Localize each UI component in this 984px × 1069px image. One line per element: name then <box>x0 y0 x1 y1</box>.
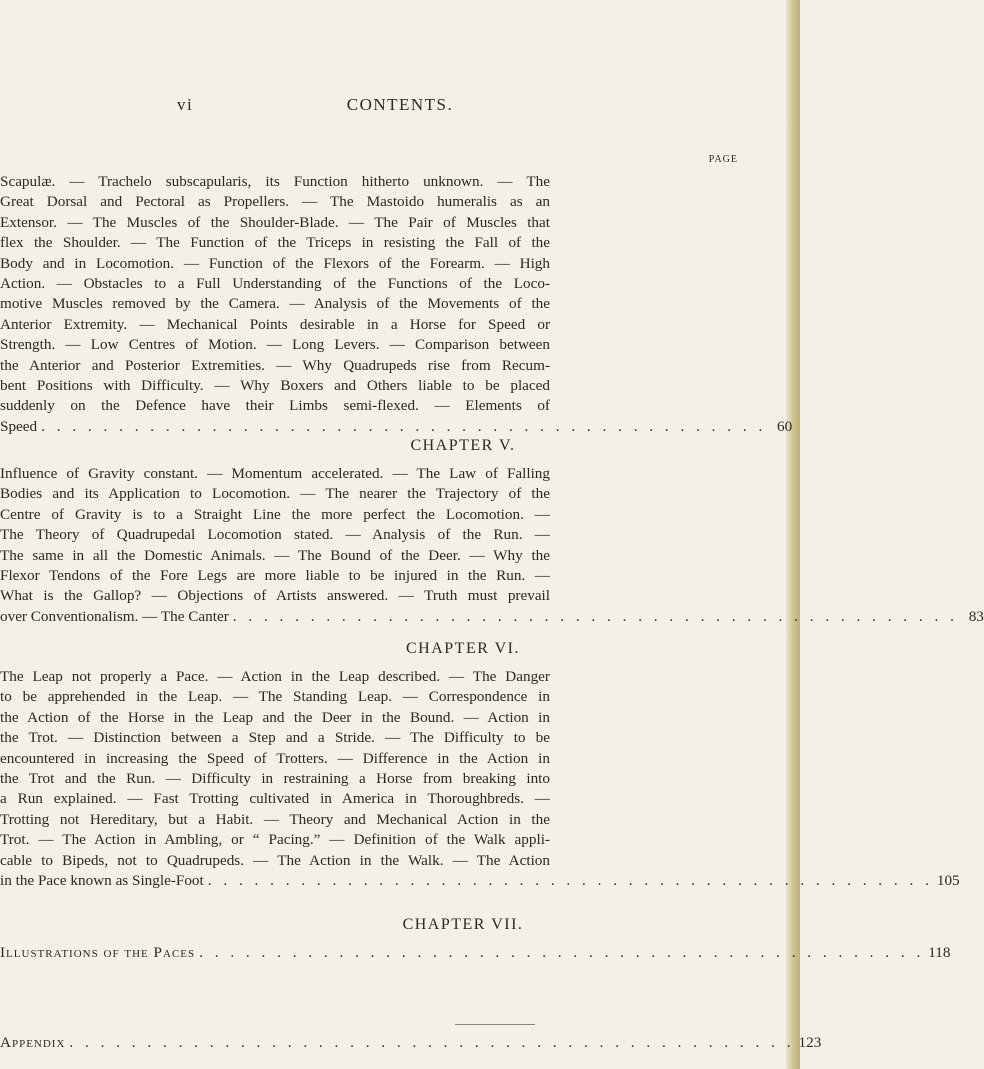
entry-line: Extensor. — The Muscles of the Shoulder-Blade. — The Pair of Muscles that <box>0 213 550 231</box>
entry-last-line <box>0 871 960 891</box>
page-edge <box>786 0 800 1069</box>
page-number: 83 <box>968 607 984 625</box>
entry-line: Action. — Obstacles to a Full Understanding of the Functions of the Loco- <box>0 274 550 292</box>
entry-line: Trot. — The Action in Ambling, or “ Pacing.” — Definition of the Walk appli- <box>0 831 550 849</box>
entry-last-text: Illustrations of the Paces <box>0 944 196 961</box>
entry-last-text: over Conventionalism. — The Canter <box>0 607 229 625</box>
entry-line: The Theory of Quadrupedal Locomotion stated. — Analysis of the Run. — <box>0 526 550 544</box>
entry-line: the Action of the Horse in the Leap and the Deer in the Bound. — Action in <box>0 708 550 726</box>
leader-dots: . . . . . . . . . . . . . . . . . . . . . . . . . . . . . . . . . . . . . . . . . . . . . . . <box>41 417 767 435</box>
entry-line: Strength. — Low Centres of Motion. — Long Levers. — Comparison between <box>0 336 550 354</box>
entry-line: Bodies and its Application to Locomotion. — The nearer the Trajectory of the <box>0 485 550 503</box>
entry-line: motive Muscles removed by the Camera. — Analysis of the Movements of the <box>0 295 550 313</box>
contents-entry-chapter-vii <box>0 943 951 963</box>
entry-line: the Trot and the Run. — Difficulty in restraining a Horse from breaking into <box>0 769 550 787</box>
entry-line: The Leap not properly a Pace. — Action in the Leap described. — The Danger <box>0 668 550 685</box>
section-rule <box>455 1024 535 1025</box>
contents-entry-chapter-v <box>0 464 984 627</box>
entry-line: Trotting not Hereditary, but a Habit. — Theory and Mechanical Action in the <box>0 810 550 828</box>
entry-last-text: Appendix <box>0 1034 66 1051</box>
entry-line: Centre of Gravity is to a Straight Line the more perfect the Locomotion. — <box>0 505 550 523</box>
contents-entry-appendix <box>0 1033 822 1053</box>
entry-line: Anterior Extremity. — Mechanical Points desirable in a Horse for Speed or <box>0 315 550 333</box>
entry-last-text: Speed <box>0 417 38 435</box>
chapter-heading: CHAPTER V. <box>410 437 516 454</box>
entry-line: the Trot. — Distinction between a Step and a Stride. — The Difficulty to be <box>0 729 550 747</box>
page-number: 105 <box>936 871 960 889</box>
page-number: 118 <box>928 944 951 961</box>
entry-line: Scapulæ. — Trachelo subscapularis, its Function hitherto unknown. — The <box>0 173 550 190</box>
chapter-heading: CHAPTER VI. <box>406 640 520 657</box>
entry-last-line <box>0 1033 822 1053</box>
entry-line: cable to Bipeds, not to Quadrupeds. — The Action in the Walk. — The Action <box>0 851 550 869</box>
entry-last-text: in the Pace known as Single-Foot <box>0 871 204 889</box>
entry-line: encountered in increasing the Speed of Trotters. — Difference in the Action in <box>0 749 550 767</box>
entry-line: What is the Gallop? — Objections of Artists answered. — Truth must prevail <box>0 587 550 605</box>
entry-line: Body and in Locomotion. — Function of the Flexors of the Forearm. — High <box>0 254 550 272</box>
entry-line: the Anterior and Posterior Extremities. — Why Quadrupeds rise from Recum- <box>0 356 550 374</box>
page-number: 123 <box>798 1034 822 1051</box>
entry-last-line <box>0 943 951 963</box>
chapter-heading: CHAPTER VII. <box>402 916 524 933</box>
folio-number: vi <box>177 95 194 114</box>
leader-dots: . . . . . . . . . . . . . . . . . . . . . . . . . . . . . . . . . . . . . . . . . . . . . . . <box>199 944 925 961</box>
entry-last-line <box>0 607 984 627</box>
page-number: 60 <box>777 417 793 435</box>
page-header <box>0 95 800 119</box>
leader-dots: . . . . . . . . . . . . . . . . . . . . . . . . . . . . . . . . . . . . . . . . . . . . . . . <box>69 1034 795 1051</box>
entry-line: bent Positions with Difficulty. — Why Boxers and Others liable to be placed <box>0 376 550 394</box>
entry-line: Influence of Gravity constant. — Momentum accelerated. — The Law of Falling <box>0 465 550 482</box>
entry-line: flex the Shoulder. — The Function of the Triceps in resisting the Fall of the <box>0 234 550 252</box>
entry-line: to be apprehended in the Leap. — The Standing Leap. — Correspondence in <box>0 688 550 706</box>
entry-line: Flexor Tendons of the Fore Legs are more liable to be injured in the Run. — <box>0 566 550 584</box>
contents-entry-chapter-vi <box>0 667 960 891</box>
leader-dots: . . . . . . . . . . . . . . . . . . . . . . . . . . . . . . . . . . . . . . . . . . . . . . . <box>207 871 933 889</box>
entry-last-line <box>0 417 793 437</box>
entry-line: Great Dorsal and Pectoral as Propellers. — The Mastoido humeralis as an <box>0 193 550 211</box>
entry-line: suddenly on the Defence have their Limbs semi-flexed. — Elements of <box>0 397 550 415</box>
running-head: CONTENTS. <box>346 95 454 114</box>
contents-entry-chapter-iv <box>0 172 793 437</box>
entry-line: The same in all the Domestic Animals. — The Bound of the Deer. — Why the <box>0 546 550 564</box>
leader-dots: . . . . . . . . . . . . . . . . . . . . . . . . . . . . . . . . . . . . . . . . . . . . . . . <box>232 607 958 625</box>
page-column-label: PAGE <box>708 154 738 165</box>
entry-line: a Run explained. — Fast Trotting cultivated in America in Thoroughbreds. — <box>0 790 550 808</box>
